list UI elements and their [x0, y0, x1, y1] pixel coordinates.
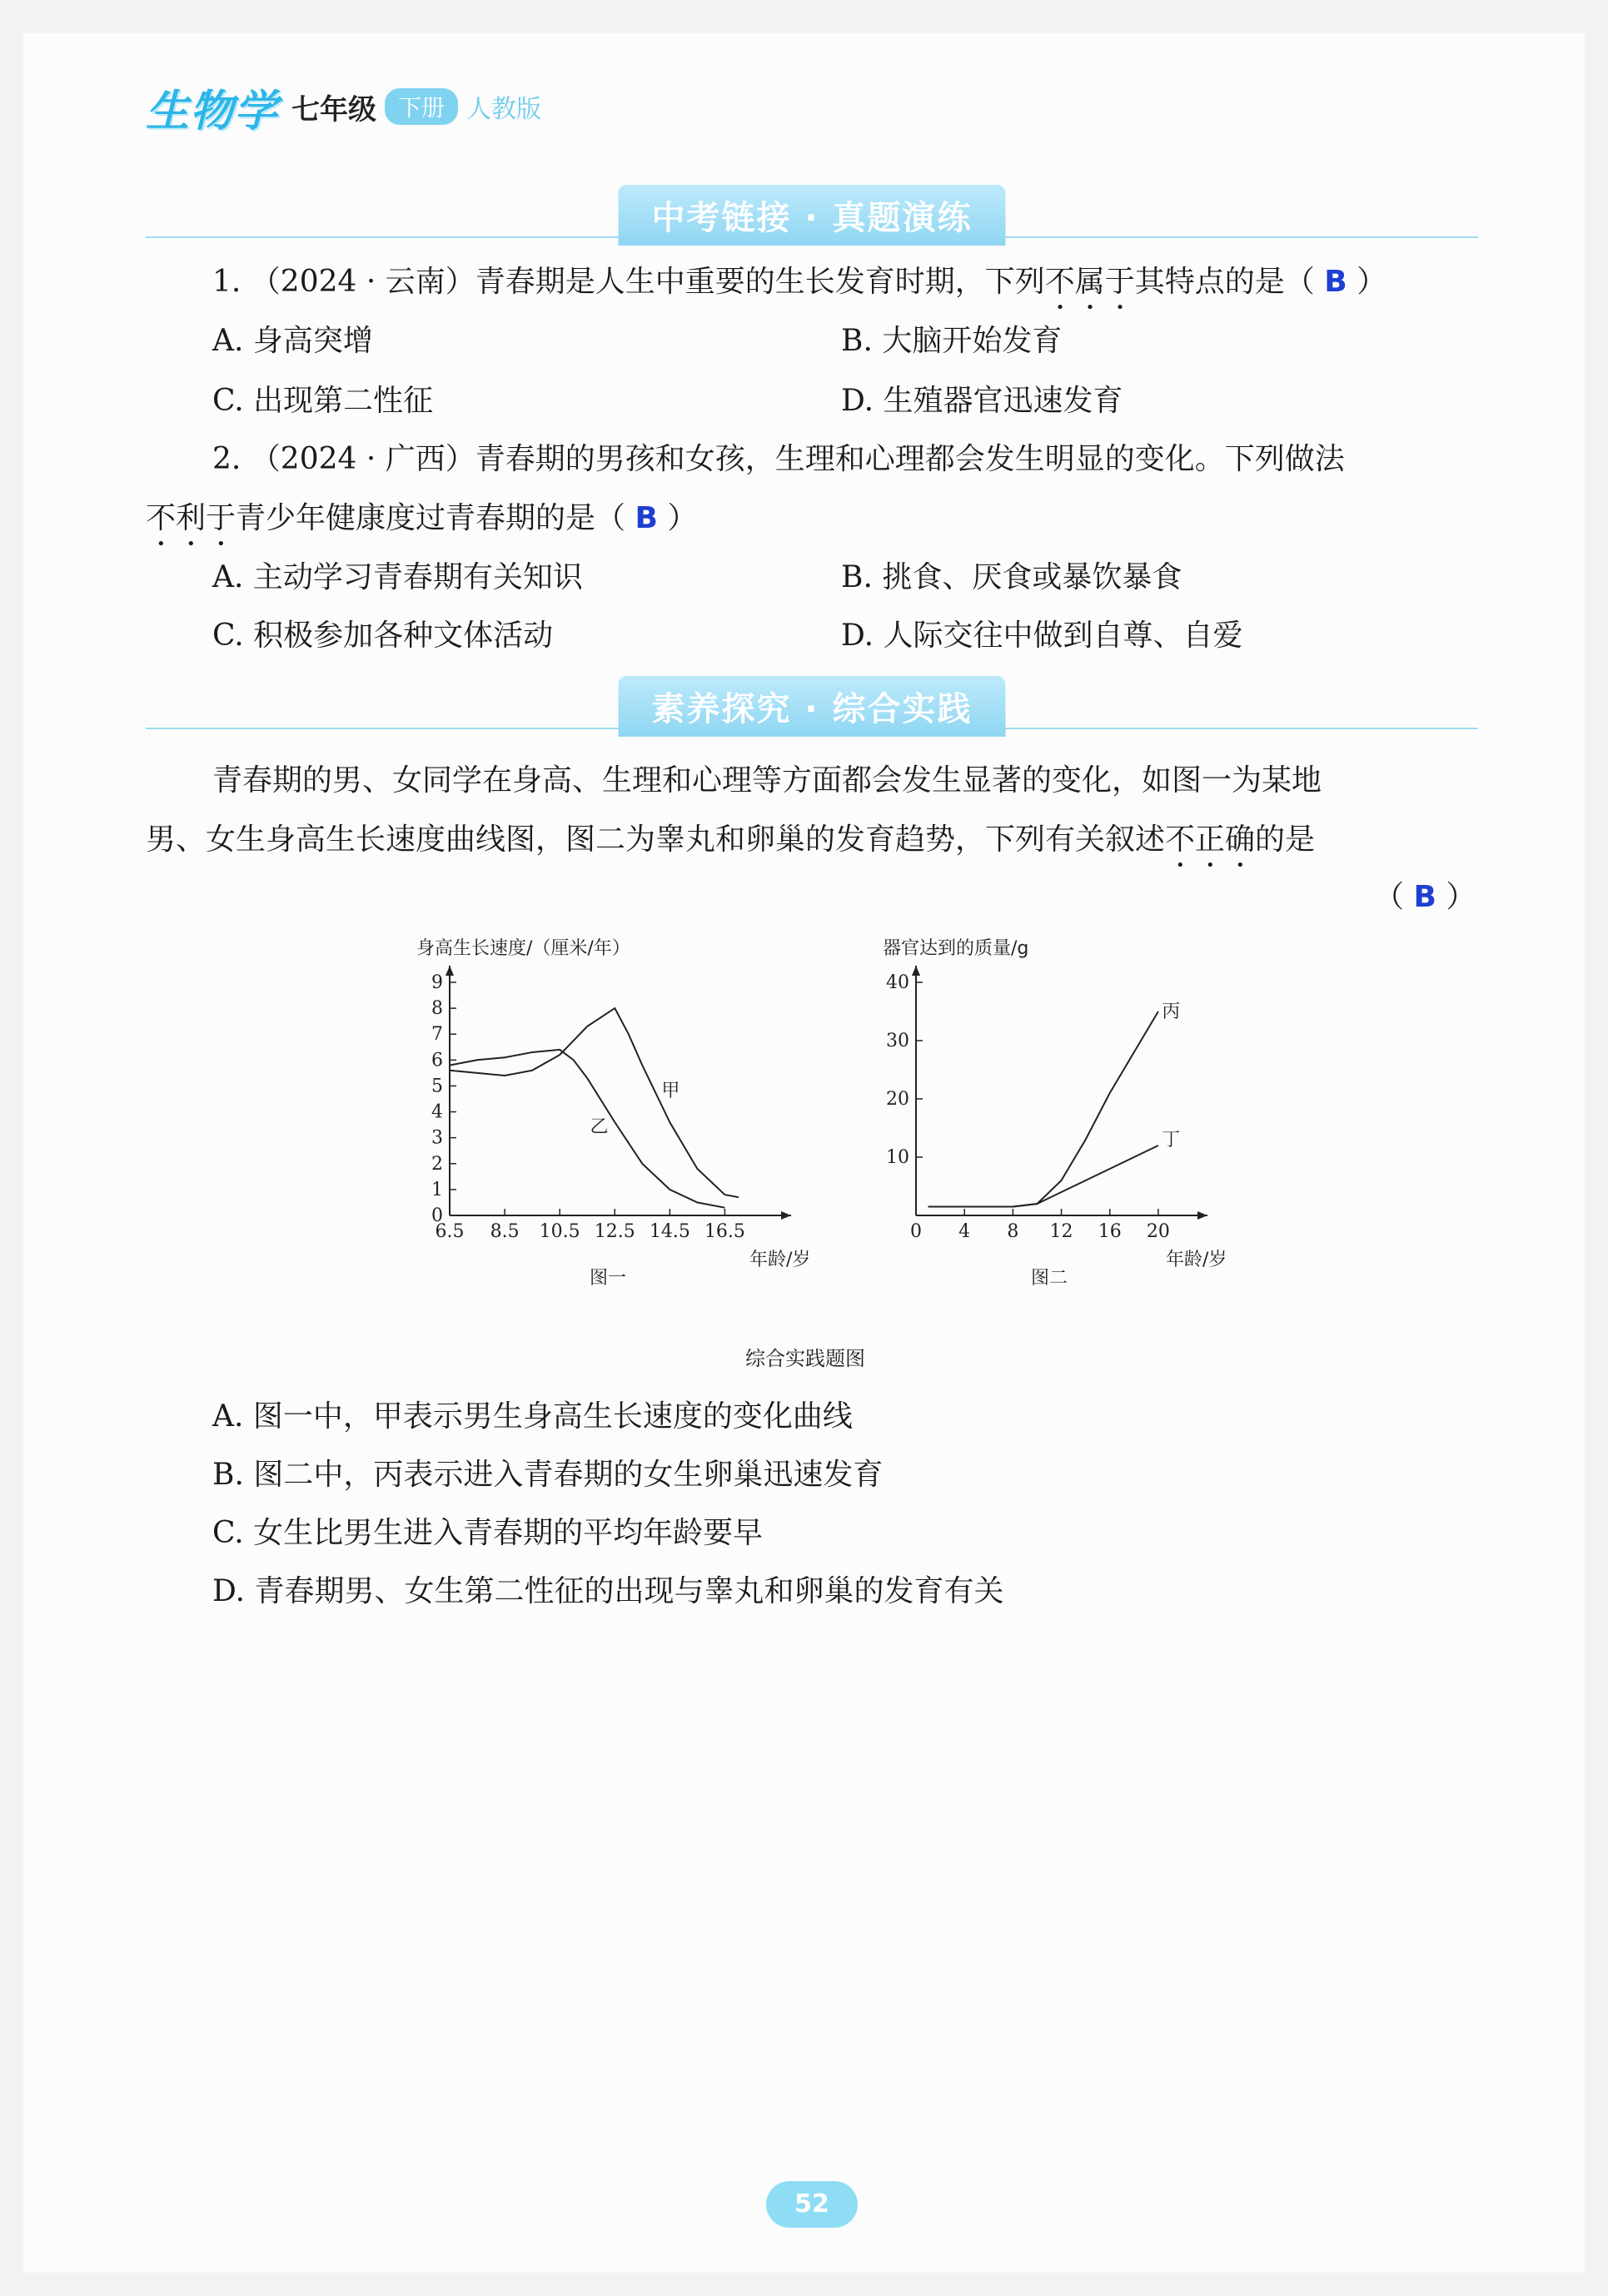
- x-axis-label: 年龄/岁: [749, 1250, 811, 1270]
- series-label-甲: 甲: [661, 1080, 680, 1101]
- option-c: C. 出现第二性征: [212, 384, 434, 418]
- chart-title: 图二: [1030, 1268, 1068, 1289]
- y-tick-label: 8: [431, 998, 443, 1020]
- y-tick-label: 9: [431, 972, 443, 993]
- emphasis-text: 不正确: [1165, 822, 1256, 857]
- chart-figure-1: [400, 932, 816, 1299]
- page-number: 52: [766, 2181, 858, 2228]
- x-axis-arrow: [1197, 1211, 1207, 1220]
- section-title: 中考链接 · 真题演练: [618, 185, 1005, 246]
- y-tick-label: 7: [431, 1024, 443, 1046]
- x-axis-arrow: [781, 1211, 791, 1220]
- answer-mark: B: [1324, 265, 1347, 299]
- y-tick-label: 30: [886, 1031, 909, 1051]
- question-3-stem-line1: 青春期的男、女同学在身高、生理和心理等方面都会发生显著的变化，如图一为某地: [212, 763, 1322, 798]
- y-tick-label: 5: [431, 1076, 443, 1097]
- y-tick-label: 40: [886, 972, 909, 993]
- option-b: B. 挑食、厌食或暴饮暴食: [841, 560, 1182, 594]
- y-tick-label: 4: [431, 1101, 443, 1123]
- x-tick-label: 16.5: [704, 1221, 745, 1242]
- x-tick-label: 8.5: [490, 1221, 520, 1242]
- x-tick-label: 12: [1049, 1221, 1073, 1242]
- option-a: A. 身高突增: [212, 324, 373, 358]
- x-tick-label: 14.5: [649, 1221, 690, 1242]
- volume-badge: 下册: [385, 88, 458, 125]
- x-tick-label: 8: [1007, 1221, 1019, 1242]
- chart-title: 图一: [589, 1268, 627, 1289]
- option-a: A. 图一中，甲表示男生身高生长速度的变化曲线: [212, 1399, 853, 1434]
- series-line-甲: [450, 1008, 739, 1197]
- option-b: B. 图二中，丙表示进入青春期的女生卵巢迅速发育: [212, 1458, 884, 1492]
- section-title: 素养探究 · 综合实践: [618, 676, 1005, 737]
- x-axis-label: 年龄/岁: [1166, 1250, 1227, 1270]
- edition-label: 人教版: [466, 95, 542, 124]
- chart-figure-2: [849, 932, 1227, 1299]
- section-header-practice: [146, 676, 1478, 734]
- answer-mark: B: [635, 501, 658, 535]
- y-axis-label: 身高生长速度/（厘米/年）: [416, 938, 630, 959]
- y-tick-label: 3: [431, 1127, 443, 1149]
- question-3-stem-line2: 男、女生身高生长速度曲线图，图二为睾丸和卵巢的发育趋势，下列有关叙述不正确的是: [146, 822, 1316, 857]
- question-2-stem-line1: 2. （2024 · 广西）青春期的男孩和女孩，生理和心理都会发生明显的变化。下列做法: [212, 442, 1345, 476]
- x-tick-label: 16: [1098, 1221, 1122, 1242]
- y-axis-label: 器官达到的质量/g: [883, 938, 1029, 959]
- question-1-stem: 1. （2024 · 云南）青春期是人生中重要的生长发育时期，下列不属于其特点的是（ B ）: [212, 265, 1387, 299]
- series-label-丙: 丙: [1162, 1001, 1181, 1022]
- x-tick-label: 6.5: [435, 1221, 465, 1242]
- option-d: D. 人际交往中做到自尊、自爱: [841, 619, 1243, 653]
- y-axis-arrow: [446, 966, 454, 976]
- section-header-exam: [146, 185, 1478, 243]
- series-line-丙: [928, 1011, 1158, 1207]
- y-tick-label: 0: [431, 1205, 443, 1226]
- answer-mark: B: [1413, 880, 1436, 914]
- option-c: C. 女生比男生进入青春期的平均年龄要早: [212, 1516, 764, 1550]
- x-tick-label: 4: [958, 1221, 971, 1242]
- header: [146, 73, 541, 140]
- x-tick-label: 12.5: [594, 1221, 635, 1242]
- x-tick-label: 10.5: [539, 1221, 580, 1242]
- option-b: B. 大脑开始发育: [841, 324, 1063, 358]
- y-axis-arrow: [912, 966, 920, 976]
- emphasis-text: 不利于: [146, 501, 236, 535]
- x-tick-label: 20: [1146, 1221, 1170, 1242]
- y-tick-label: 1: [431, 1179, 443, 1200]
- emphasis-text: 不属于: [1044, 265, 1135, 299]
- series-label-丁: 丁: [1162, 1130, 1181, 1150]
- x-tick-label: 0: [910, 1221, 922, 1242]
- grade-label: 七年级: [291, 92, 377, 127]
- option-c: C. 积极参加各种文体活动: [212, 619, 554, 653]
- option-d: D. 生殖器官迅速发育: [841, 384, 1123, 418]
- brand-logo: 生物学: [146, 86, 279, 137]
- series-label-乙: 乙: [590, 1116, 609, 1138]
- figure-caption: 综合实践题图: [745, 1347, 865, 1370]
- y-tick-label: 10: [886, 1147, 909, 1168]
- series-line-乙: [450, 1050, 724, 1208]
- y-tick-label: 20: [886, 1089, 909, 1110]
- option-d: D. 青春期男、女生第二性征的出现与睾丸和卵巢的发育有关: [212, 1574, 1004, 1608]
- y-tick-label: 2: [431, 1153, 443, 1175]
- option-a: A. 主动学习青春期有关知识: [212, 560, 583, 594]
- question-2-stem-line2: 不利于青少年健康度过青春期的是（ B ）: [146, 501, 698, 535]
- y-tick-label: 6: [431, 1050, 443, 1071]
- answer-bracket: （ B ）: [1374, 880, 1476, 914]
